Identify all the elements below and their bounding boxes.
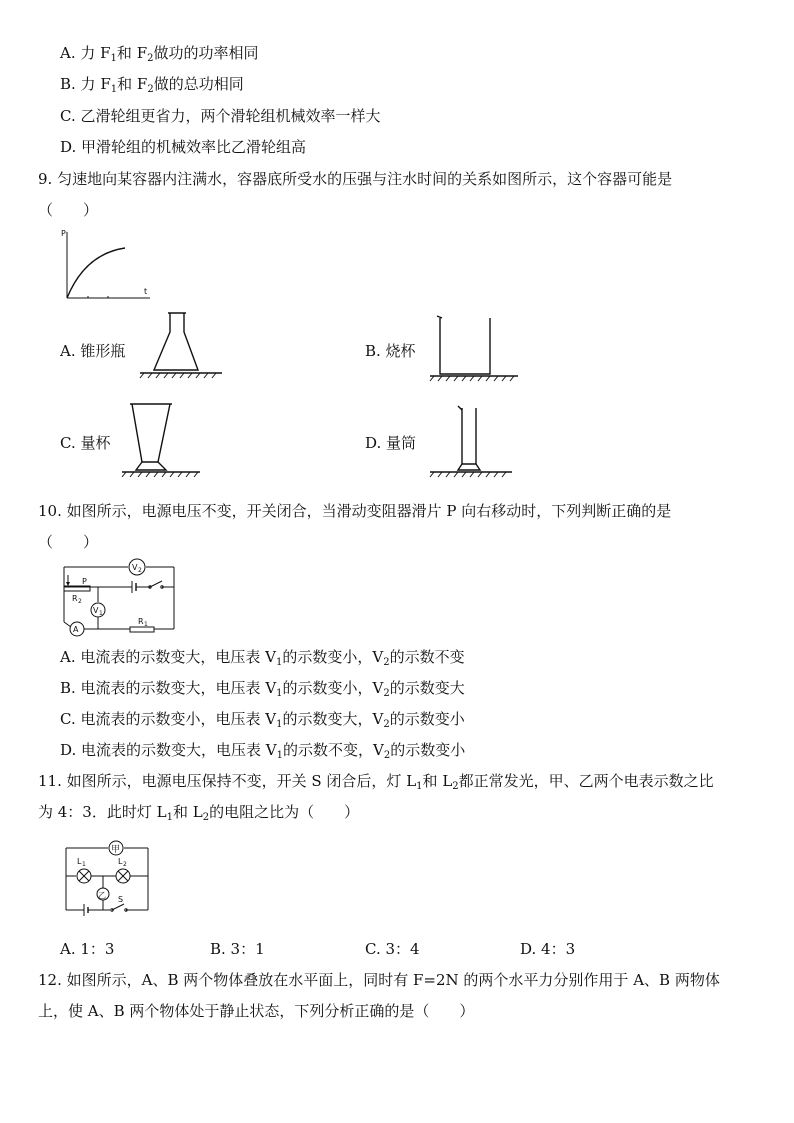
l2-label: L [118,857,123,866]
v1-label: V [93,606,99,615]
q10-option-d: D. 电流表的示数变大，电压表 $V_1$的示数不变，$V_2$的示数变小 [60,741,466,761]
q12-stem: 12. 如图所示，A、B 两个物体叠放在水平面上，同时有 F=2N 的两个水平力分别作用于 A、B 两物体 [38,971,720,989]
v2-label: V [132,563,138,572]
r2-label: R [72,594,78,603]
measuring-cup-figure [122,400,202,480]
r2-sub: 2 [78,598,82,605]
q11-option-b: B. 3：1 [210,940,265,958]
l2-sub: 2 [123,861,127,868]
q10-circuit-diagram [58,555,183,637]
graph-label-t: t [144,287,148,296]
q8-option-b: B. 力 $F_1$和 $F_2$做的总功相同 [60,75,244,95]
graduated-cylinder-figure [430,404,515,480]
q10-option-a: A. 电流表的示数变大，电压表 $V_1$的示数变小，$V_2$的示数不变 [60,648,465,668]
r1-label: R [138,617,144,626]
q9-option-b: B. 烧杯 [365,342,416,360]
q8-option-d: D. 甲滑轮组的机械效率比乙滑轮组高 [60,138,307,156]
v2-sub: 2 [138,567,142,574]
q10-stem: 10. 如图所示，电源电压不变，开关闭合，当滑动变阻器滑片 P 向右移动时，下列判断正确的是 [38,502,672,520]
r1-sub: 1 [144,621,148,628]
switch-s-label: S [118,895,124,904]
q9-option-c: C. 量杯 [60,434,111,452]
q11-option-d: D. 4：3 [520,940,576,958]
q11-stem: 11. 如图所示，电源电压保持不变，开关 S 闭合后，灯 $L_1$和 $L_2$都正常发光，甲、乙两个电表示数之比 [38,772,714,792]
q8-option-a: A. 力 $F_1$和 $F_2$做功的功率相同 [60,44,259,64]
slider-p-label: P [82,577,87,586]
graph-label-p: P [61,229,66,238]
q11-option-a: A. 1：3 [60,940,115,958]
l1-sub: 1 [82,861,86,868]
q10-option-b: B. 电流表的示数变大，电压表 $V_1$的示数变小，$V_2$的示数变大 [60,679,465,699]
meter-yi-label: 乙 [98,891,106,900]
q12-stem-line2: 上，使 A、B 两个物体处于静止状态，下列分析正确的是（ ） [38,1002,475,1020]
q11-circuit-diagram [60,836,155,916]
pressure-time-graph [60,228,155,303]
q10-paren: （ ） [38,533,99,551]
q9-paren: （ ） [38,201,99,219]
meter-jia-label: 甲 [111,845,121,855]
q9-stem: 9. 匀速地向某容器内注满水，容器底所受水的压强与注水时间的关系如图所示，这个容器可能是 [38,170,673,188]
q11-option-c: C. 3：4 [365,940,420,958]
beaker-figure [430,312,520,382]
l1-label: L [77,857,82,866]
q10-option-c: C. 电流表的示数变小，电压表 $V_1$的示数变大，$V_2$的示数变小 [60,710,465,730]
ammeter-label: A [73,625,79,634]
v1-sub: 1 [99,610,103,617]
q9-option-d: D. 量筒 [365,434,417,452]
q9-option-a: A. 锥形瓶 [60,342,126,360]
q11-stem-line2: 为 4：3．此时灯 $L_1$和 $L_2$的电阻之比为（ ） [38,803,360,823]
conical-flask-figure [140,310,225,380]
q8-option-c: C. 乙滑轮组更省力，两个滑轮组机械效率一样大 [60,107,381,125]
